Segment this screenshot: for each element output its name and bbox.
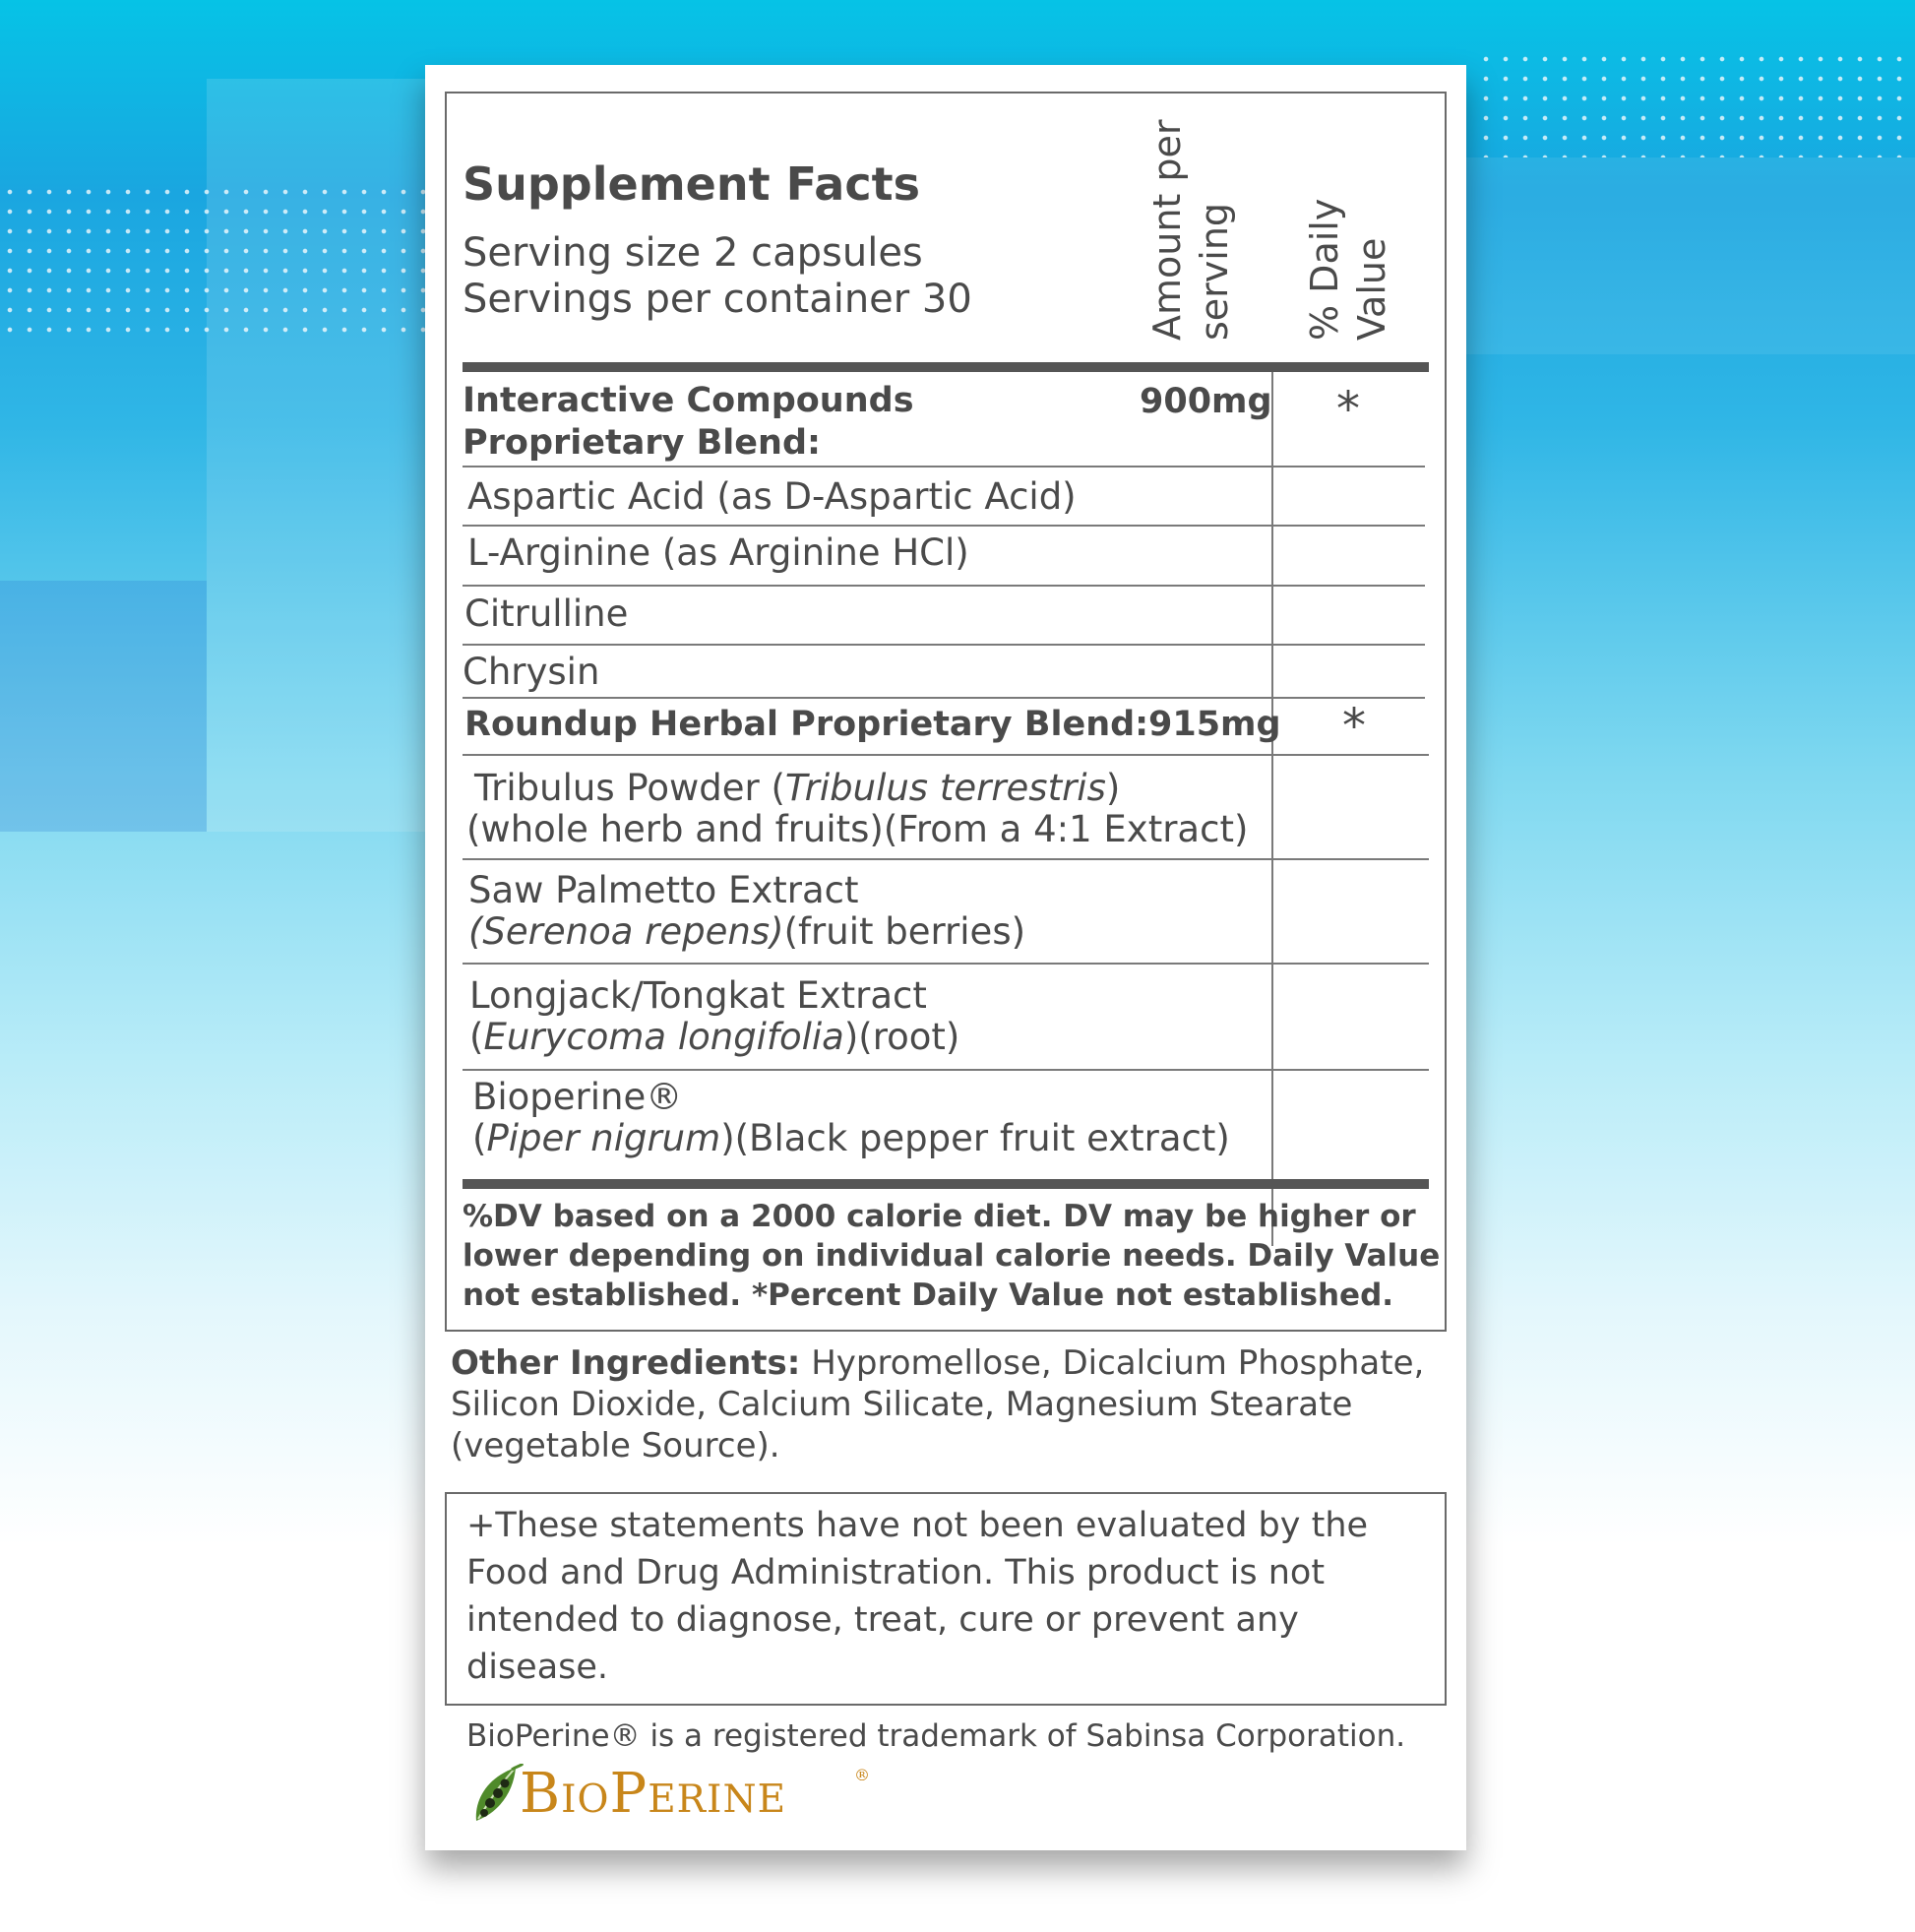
blend1-name-line1: Interactive Compounds (463, 381, 914, 420)
blend1-item-chrysin: Chrysin (463, 651, 600, 693)
blend1-item-aspartic-acid: Aspartic Acid (as D-Aspartic Acid) (467, 475, 1077, 518)
column-header-amount-line2: serving (1193, 202, 1236, 341)
blend2-item-bioperine-line1: Bioperine® (472, 1076, 683, 1118)
blend2-item-tribulus (466, 767, 1249, 850)
blend2-item-saw-palmetto (468, 870, 1025, 953)
row-divider (463, 525, 1425, 527)
blend2-amount: 915mg (1148, 705, 1281, 744)
blend2-item-bioperine-line2: (Piper nigrum)(Black pepper fruit extract) (472, 1117, 1230, 1159)
dv-note (463, 1197, 1440, 1315)
row-divider (463, 963, 1429, 965)
disclaimer-line3: intended to diagnose, treat, cure or prevent any (466, 1600, 1299, 1640)
blend2-name: Roundup Herbal Proprietary Blend: (464, 705, 1149, 744)
blend2-dv: * (1342, 699, 1366, 754)
thick-rule-top (463, 362, 1429, 372)
dv-note-line2: lower depending on individual calorie needs. Daily Value (463, 1238, 1441, 1274)
bg-dots-left (0, 182, 425, 344)
blend1-dv: * (1336, 382, 1360, 437)
blend2-item-longjack-line2: (Eurycoma longifolia)(root) (469, 1016, 960, 1058)
disclaimer-line2: Food and Drug Administration. This product is not (466, 1553, 1326, 1592)
blend2-item-bioperine (472, 1077, 1230, 1159)
blend2-item-tribulus-line2: (whole herb and fruits)(From a 4:1 Extract) (466, 808, 1249, 850)
bg-right-panel (1466, 157, 1915, 354)
bg-dark-panel (0, 581, 207, 832)
trademark-note: BioPerine® is a registered trademark of Sabinsa Corporation. (466, 1718, 1406, 1754)
blend2-item-longjack-line1: Longjack/Tongkat Extract (469, 974, 927, 1017)
dv-note-line1: %DV based on a 2000 calorie diet. DV may be higher or (463, 1199, 1416, 1234)
column-header-amount-line1: Amount per (1145, 119, 1189, 341)
blend1-item-citrulline: Citrulline (464, 592, 629, 635)
column-header-dv-line1: % Daily (1303, 198, 1346, 341)
row-divider (463, 754, 1429, 756)
servings-per-container: Servings per container 30 (463, 277, 972, 322)
bioperine-logo-mark: ® (854, 1766, 870, 1784)
blend1-amount: 900mg (1140, 382, 1272, 421)
column-header-dv-line2: Value (1350, 237, 1393, 341)
serving-size: Serving size 2 capsules (463, 230, 923, 276)
other-ingredients-line3: (vegetable Source). (451, 1426, 780, 1465)
row-divider (463, 466, 1425, 467)
row-divider (463, 585, 1425, 587)
other-ingredients-line1: Other Ingredients: Hypromellose, Dicalcium Phosphate, (451, 1343, 1425, 1383)
row-divider (463, 697, 1425, 699)
bioperine-logo-text: BioPerine (520, 1762, 787, 1826)
disclaimer-text (466, 1502, 1368, 1691)
dv-column-divider (1271, 372, 1273, 1246)
bioperine-logo (468, 1760, 882, 1829)
other-ingredients (451, 1342, 1424, 1466)
panel-title: Supplement Facts (463, 157, 920, 211)
blend2-item-saw-palmetto-line1: Saw Palmetto Extract (468, 869, 859, 911)
blend1-item-l-arginine: L-Arginine (as Arginine HCl) (467, 531, 969, 574)
disclaimer-line4: disease. (466, 1648, 609, 1687)
blend1-name (463, 380, 914, 465)
row-divider (463, 858, 1429, 860)
blend1-name-line2: Proprietary Blend: (463, 423, 821, 463)
other-ingredients-label: Other Ingredients: (451, 1343, 801, 1383)
disclaimer-line1: +These statements have not been evaluated by the (466, 1506, 1369, 1545)
pepper-leaf-icon (468, 1764, 524, 1825)
blend2-item-tribulus-line1: Tribulus Powder (Tribulus terrestris) (474, 767, 1121, 809)
bg-dots-right (1476, 49, 1915, 157)
blend2-item-saw-palmetto-line2: (Serenoa repens)(fruit berries) (468, 910, 1026, 953)
supplement-facts-card (425, 65, 1466, 1850)
row-divider (463, 1069, 1429, 1071)
thick-rule-bottom (463, 1179, 1429, 1189)
row-divider (463, 644, 1425, 646)
dv-note-line3: not established. *Percent Daily Value not established. (463, 1278, 1394, 1313)
other-ingredients-line2: Silicon Dioxide, Calcium Silicate, Magnesium Stearate (451, 1385, 1353, 1424)
blend2-item-longjack (469, 975, 959, 1058)
